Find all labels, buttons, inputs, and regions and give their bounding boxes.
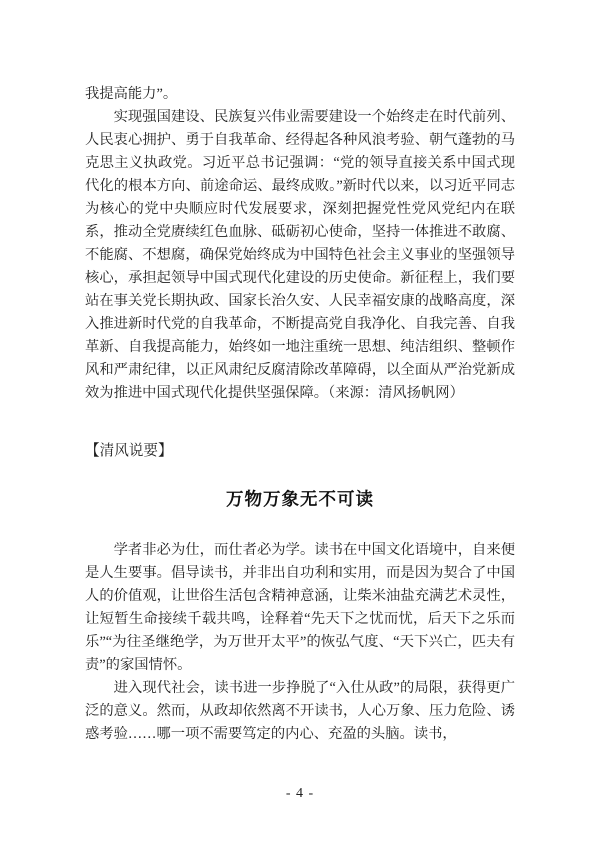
- paragraph-reading-2: 进入现代社会，读书进一步挣脱了“入仕从政”的局限，获得更广泛的意义。然而，从政却依然离不开读书，人心万象、压力危险、诱惑考验……哪一项不需要笃定的内心、充盈的头脑。读书，: [85, 680, 515, 742]
- document-body: [85, 83, 515, 746]
- paragraph-continuation: 我提高能力”。: [85, 86, 178, 102]
- section-label-qingfeng-shuoyao: 【清风说要】: [85, 443, 173, 459]
- page-number: - 4 -: [285, 786, 315, 801]
- article-title: 万物万象无不可读: [226, 489, 374, 509]
- paragraph-party-building: 实现强国建设、民族复兴伟业需要建设一个始终走在时代前列、人民衷心拥护、勇于自我革命、经得起各种风浪考验、朝气蓬勃的马克思主义执政党。习近平总书记强调：“党的领导直接关系中国式现代化的根本方向、前途命运、最终成败。”新时代以来，以习近平同志为核心的党中央顺应时代发展要求，深刻把握党性党风党纪内在联系，推动全党赓续红色血脉、砥砺初心使命，坚持一体推进不敢腐、不能腐、不想腐，确保党始终成为中国特色社会主义事业的坚强领导核心，承担起领导中国式现代化建设的历史使命。新征程上，我们要站在事关党长期执政、国家长治久安、人民幸福安康的战略高度，深入推进新时代党的自我革命，不断提高党自我净化、自我完善、自我革新、自我提高能力，始终如一地注重统一思想、纯洁组织、整顿作风和严肃纪律，以正风肃纪反腐清除改革障碍，以全面从严治党新成效为推进中国式现代化提供坚强保障。（来源：清风扬帆网）: [85, 109, 515, 401]
- paragraph-reading-1: 学者非必为仕，而仕者必为学。读书在中国文化语境中，自来便是人生要事。倡导读书，并非出自功利和实用，而是因为契合了中国人的价值观，让世俗生活包含精神意涵，让柴米油盐充满艺术灵性，让短暂生命接续千载共鸣，诠释着“先天下之忧而忧，后天下之乐而乐”“为往圣继绝学，为万世开太平”的恢弘气度、“天下兴亡，匹夫有责”的家国情怀。: [85, 542, 515, 673]
